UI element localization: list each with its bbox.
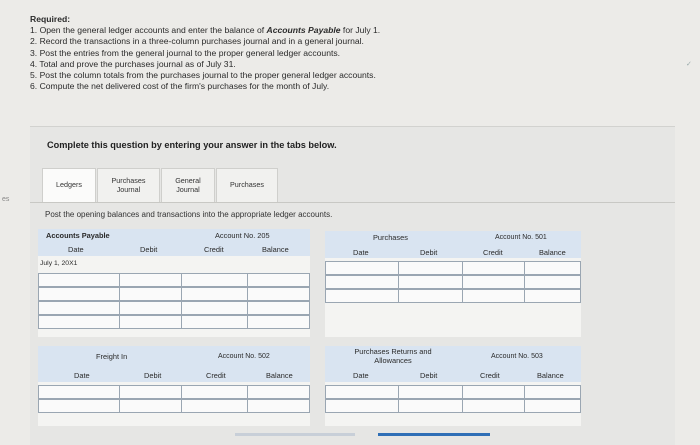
column-debit: Debit — [420, 248, 438, 257]
required-section — [30, 14, 380, 92]
tab-ledgers[interactable]: Ledgers — [42, 168, 96, 202]
ledger-entry-row[interactable] — [38, 287, 310, 301]
column-date: Date — [74, 371, 90, 380]
stray-text: es — [2, 196, 10, 203]
ledger-purchases — [325, 231, 581, 337]
column-credit: Credit — [483, 248, 503, 257]
item-number: 6. — [30, 81, 38, 92]
ledger-entry-row[interactable] — [325, 275, 581, 289]
edge-mark: ✓ — [686, 61, 692, 68]
ledger-entry-row[interactable] — [325, 289, 581, 303]
column-credit: Credit — [480, 371, 500, 380]
required-item-6 — [30, 81, 380, 92]
ledger-entry-row[interactable] — [38, 273, 310, 287]
ledger-title: Accounts Payable — [46, 231, 110, 240]
navigation-bar-left[interactable] — [235, 433, 355, 436]
ledger-freight-in — [38, 346, 310, 426]
item-text-post: for July 1. — [340, 25, 381, 36]
required-item-1 — [30, 25, 380, 36]
item-text: Total and prove the purchases journal as of July 31. — [39, 58, 236, 69]
required-list — [30, 25, 380, 92]
column-balance: Balance — [539, 248, 566, 257]
column-date: Date — [353, 371, 369, 380]
item-text: Post the entries from the general journal to the proper general ledger accounts. — [39, 47, 341, 58]
navigation-bar-right[interactable] — [378, 433, 490, 436]
column-date: Date — [353, 248, 369, 257]
item-number: 4. — [30, 58, 38, 69]
required-item-2 — [30, 36, 380, 47]
tab-purchases[interactable]: Purchases — [216, 168, 278, 202]
ledger-title: Freight In — [96, 352, 128, 361]
tab-general-journal[interactable]: General Journal — [161, 168, 215, 202]
column-debit: Debit — [140, 245, 158, 254]
ledger-entry-row[interactable] — [38, 301, 310, 315]
item-text: Open the general ledger accounts and enter the balance of — [39, 25, 267, 36]
required-item-5 — [30, 70, 380, 81]
item-bold-text: Accounts Payable — [266, 25, 341, 36]
ledger-entry-row[interactable] — [38, 399, 310, 413]
item-number: 3. — [30, 47, 38, 58]
column-credit: Credit — [206, 371, 226, 380]
item-text: Record the transactions in a three-column purchases journal and in a general journal. — [39, 36, 364, 47]
required-item-4 — [30, 59, 380, 70]
item-text: Post the column totals from the purchases journal to the proper general ledger accounts. — [39, 70, 376, 81]
instruction-text: Post the opening balances and transactions into the appropriate ledger accounts. — [45, 210, 333, 219]
column-balance: Balance — [266, 371, 293, 380]
column-debit: Debit — [420, 371, 438, 380]
item-text: Compute the net delivered cost of the firm's purchases for the month of July. — [39, 81, 330, 92]
ledger-account-number: Account No. 502 — [218, 353, 270, 360]
item-number: 5. — [30, 70, 38, 81]
ledger-entry-row[interactable] — [325, 385, 581, 399]
item-number: 1. — [30, 25, 38, 36]
column-balance: Balance — [537, 371, 564, 380]
ledger-entry-row[interactable] — [38, 315, 310, 329]
ledger-accounts-payable — [38, 229, 310, 337]
ledger-entry-row[interactable] — [325, 399, 581, 413]
ledger-title: Purchases — [373, 233, 408, 242]
ledger-account-number: Account No. 205 — [215, 231, 270, 240]
ledger-entry-row[interactable] — [325, 261, 581, 275]
opening-date: July 1, 20X1 — [40, 260, 78, 267]
column-balance: Balance — [262, 245, 289, 254]
ledger-title: Purchases Returns and Allowances — [354, 347, 432, 365]
tab-bar — [42, 168, 279, 202]
ledger-entry-row[interactable] — [38, 385, 310, 399]
item-number: 2. — [30, 36, 38, 47]
tab-divider — [30, 202, 675, 203]
required-heading: Required: — [30, 14, 71, 24]
ledger-account-number: Account No. 501 — [495, 234, 547, 241]
tab-purchases-journal[interactable]: Purchases Journal — [97, 168, 160, 202]
required-item-3 — [30, 48, 380, 59]
column-date: Date — [68, 245, 84, 254]
ledger-purchases-returns — [325, 346, 581, 426]
column-debit: Debit — [144, 371, 162, 380]
ledger-account-number: Account No. 503 — [491, 353, 543, 360]
question-prompt: Complete this question by entering your answer in the tabs below. — [47, 140, 337, 150]
column-credit: Credit — [204, 245, 224, 254]
